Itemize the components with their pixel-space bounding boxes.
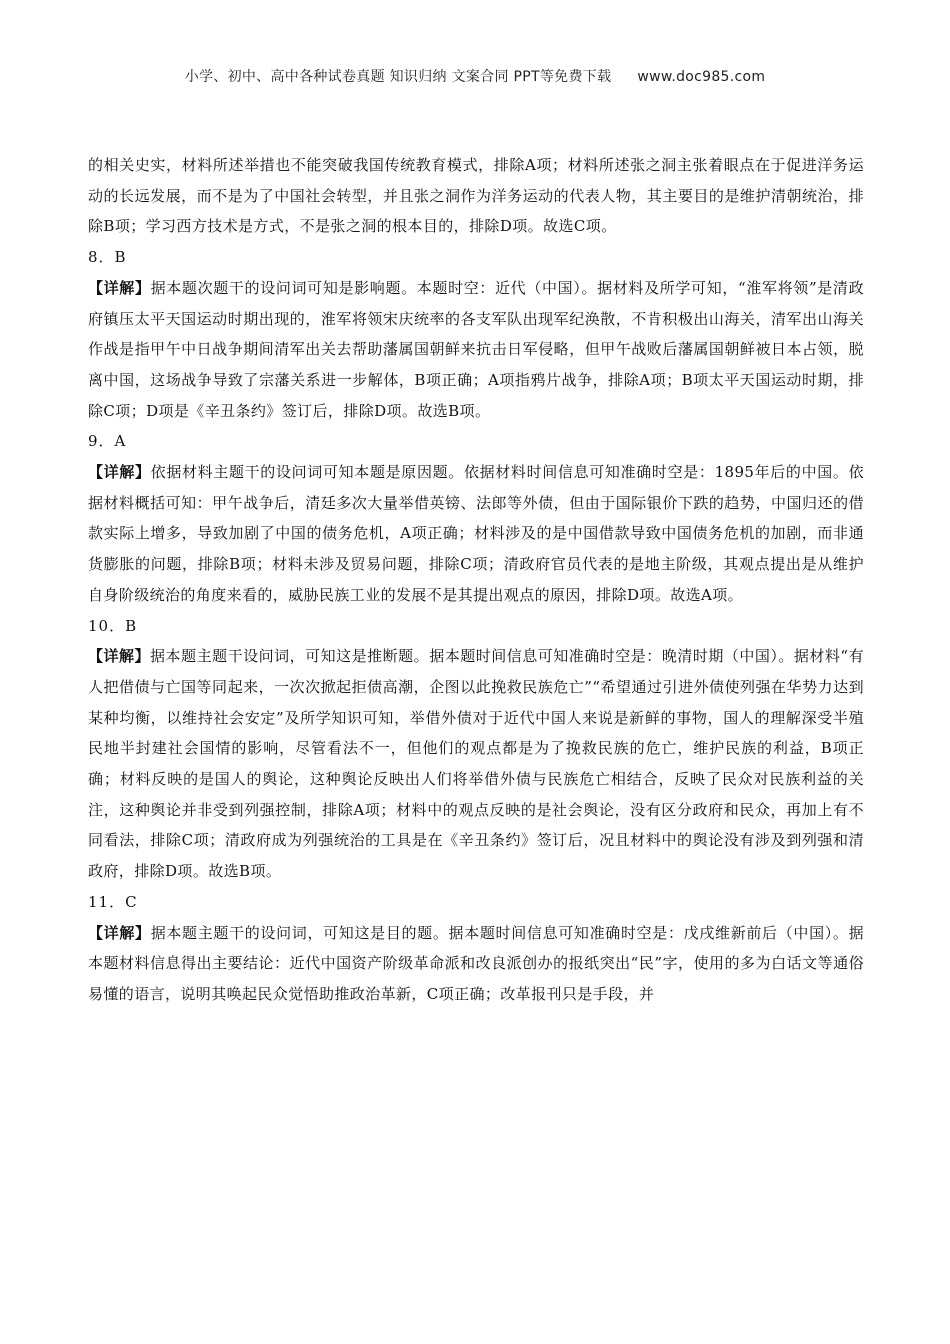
- detail-label: 【详解】: [88, 463, 151, 482]
- answer-8: 8．B: [88, 248, 127, 267]
- lead-paragraph: 的相关史实，材料所述举措也不能突破我国传统教育模式，排除A项；材料所述张之洞主张着眼点在于促进洋务运动的长远发展，而不是为了中国社会转型，并且张之洞作为洋务运动的代表人物，其主要目的是维护清朝统治，排除B项；学习西方技术是方式，不是张之洞的根本目的，排除D项。故选C项。: [88, 156, 864, 236]
- answer-10: 10．B: [88, 616, 138, 635]
- answer-9: 9．A: [88, 432, 127, 451]
- answer-11: 11．C: [88, 892, 138, 911]
- explanation-8: [88, 273, 864, 427]
- explanation-9: [88, 457, 864, 611]
- page-header: [0, 66, 950, 86]
- explanation-10: [88, 641, 864, 887]
- document-body: [88, 150, 864, 1010]
- detail-label: 【详解】: [88, 923, 151, 942]
- explanation-text: 据本题主题干的设问词，可知这是目的题。据本题时间信息可知准确时空是：戊戌维新前后（中国）。据本题材料信息得出主要结论：近代中国资产阶级革命派和改良派创办的报纸突出“民”字，使用的多为白话文等通俗易懂的语言，说明其唤起民众觉悟助推政治革新，C项正确；改革报刊只是手段，并: [88, 923, 864, 1003]
- explanation-text: 据本题主题干设问词，可知这是推断题。据本题时间信息可知准确时空是：晚清时期（中国）。据材料“有人把借债与亡国等同起来，一次次掀起拒债高潮，企图以此挽救民族危亡”“希望通过引进外债使列强在华势力达到某种均衡，以维持社会安定”及所学知识可知，举借外债对于近代中国人来说是新鲜的事物，国人的理解深受半殖民地半封建社会国情的影响，尽管看法不一，但他们的观点都是为了挽救民族的危亡，维护民族的利益，B项正确；材料反映的是国人的舆论，这种舆论反映出人们将举借外债与民族危亡相结合，反映了民众对民族利益的关注，这种舆论并非受到列强控制，排除A项；材料中的观点反映的是社会舆论，没有区分政府和民众，再加上有不同看法，排除C项；清政府成为列强统治的工具是在《辛丑条约》签订后，况且材料中的舆论没有涉及到列强和清政府，排除D项。故选B项。: [88, 647, 864, 881]
- header-title: 小学、初中、高中各种试卷真题 知识归纳 文案合同 PPT等免费下载: [184, 69, 612, 85]
- detail-label: 【详解】: [88, 647, 151, 666]
- detail-label: 【详解】: [88, 278, 151, 297]
- explanation-text: 依据材料主题干的设问词可知本题是原因题。依据材料时间信息可知准确时空是：1895年后的中国。依据材料概括可知：甲午战争后，清廷多次大量举借英镑、法郎等外债，但由于国际银价下跌的趋势，中国归还的借款实际上增多，导致加剧了中国的债务危机，A项正确；材料涉及的是中国借款导致中国债务危机的加剧，而非通货膨胀的问题，排除B项；材料未涉及贸易问题，排除C项；清政府官员代表的是地主阶级，其观点提出是从维护自身阶级统治的角度来看的，威胁民族工业的发展不是其提出观点的原因，排除D项。故选A项。: [88, 463, 864, 604]
- explanation-11: [88, 918, 864, 1010]
- header-site-link[interactable]: www.doc985.com: [637, 69, 766, 85]
- explanation-text: 据本题次题干的设问词可知是影响题。本题时空：近代（中国）。据材料及所学可知，“淮军将领”是清政府镇压太平天国运动时期出现的，淮军将领宋庆统率的各支军队出现军纪涣散，不肯积极出山海关，清军出山海关作战是指甲午中日战争期间清军出关去帮助藩属国朝鲜来抗击日军侵略，但甲午战败后藩属国朝鲜被日本占领，脱离中国，这场战争导致了宗藩关系进一步解体，B项正确；A项指鸦片战争，排除A项；B项太平天国运动时期，排除C项；D项是《辛丑条约》签订后，排除D项。故选B项。: [88, 278, 864, 420]
